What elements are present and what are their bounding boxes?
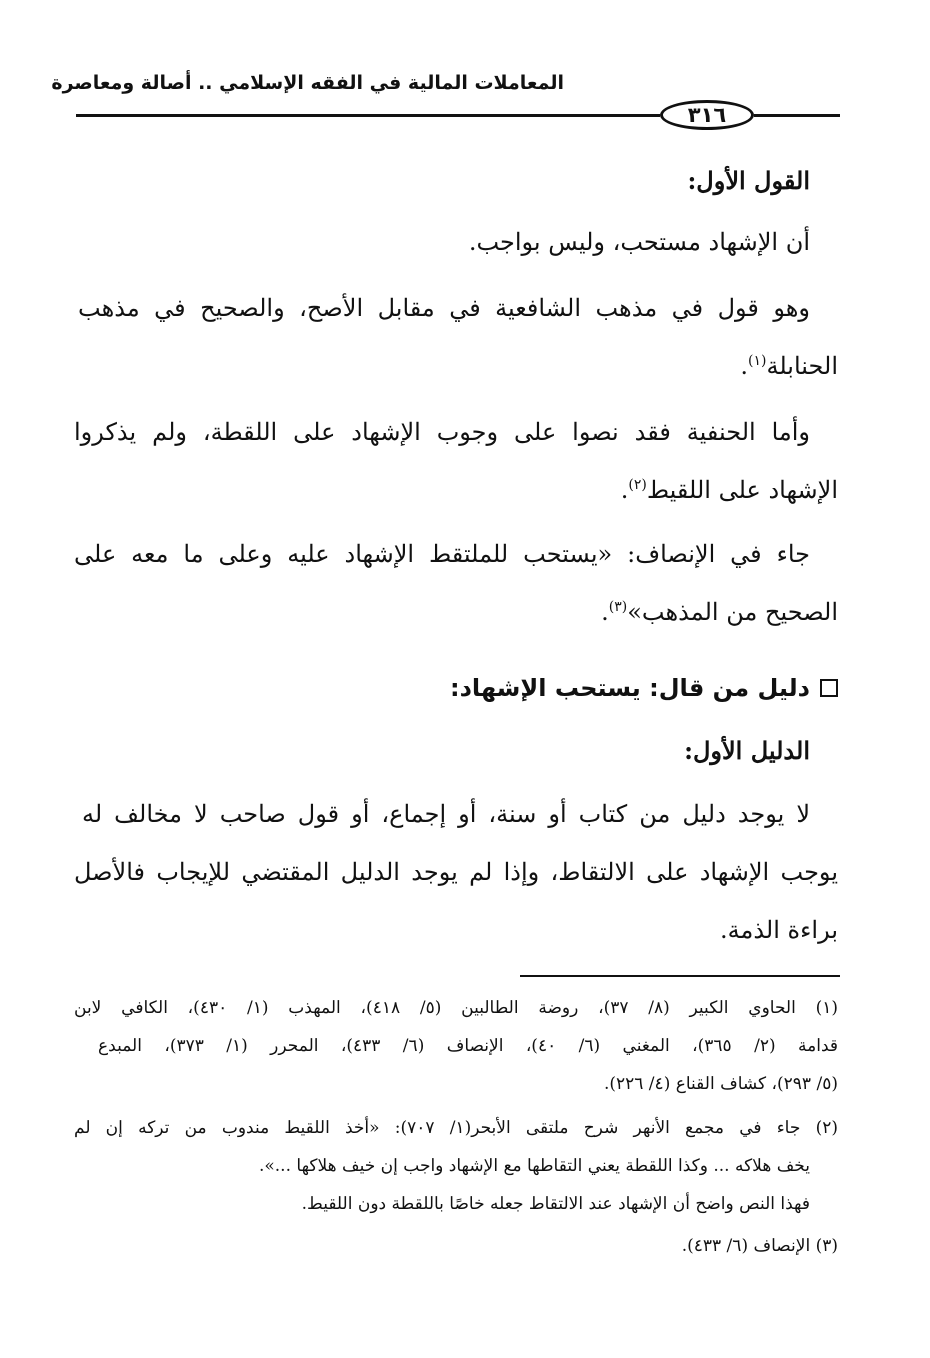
opinion-heading: القول الأول: bbox=[687, 166, 810, 195]
paragraph-text: براءة الذمة. bbox=[719, 916, 838, 944]
paragraph-text bbox=[621, 476, 838, 504]
paragraph-text: . bbox=[620, 476, 629, 504]
paragraph-text: . bbox=[740, 352, 748, 380]
footnote-2: فهذا النص واضح أن الإشهاد عند الالتقاط جعله خاصًا باللقطة دون اللقيط. bbox=[301, 1194, 810, 1214]
footnote-ref: (٣) bbox=[608, 599, 628, 615]
paragraph-text: لا يوجد دليل من كتاب أو سنة، أو إجماع، أو قول صاحب لا مخالف له bbox=[82, 800, 811, 828]
evidence-heading: الدليل الأول: bbox=[684, 736, 810, 765]
section-heading-text: دليل من قال: يستحب الإشهاد: bbox=[450, 674, 810, 702]
footnote-2: (٢) جاء في مجمع الأنهر شرح ملتقى الأبحر(١/ ٧٠٧): «أخذ اللقيط مندوب من تركه إن لم bbox=[74, 1118, 838, 1138]
paragraph-text: الحنابلة bbox=[766, 352, 838, 380]
page-number: ٣١٦ bbox=[660, 100, 754, 130]
paragraph-text: أن الإشهاد مستحب، وليس بواجب. bbox=[468, 228, 810, 256]
footnote-separator bbox=[520, 975, 840, 977]
paragraph-text bbox=[601, 598, 838, 626]
paragraph-text: الصحيح من المذهب» bbox=[627, 598, 838, 626]
footnote-1: (٥/ ٢٩٣)، كشاف القناع (٤/ ٢٢٦). bbox=[603, 1074, 838, 1094]
paragraph-text: يوجب الإشهاد على الالتقاط، وإذا لم يوجد الدليل المقتضي للإيجاب فالأصل bbox=[74, 858, 838, 886]
section-heading bbox=[450, 674, 838, 702]
paragraph-text bbox=[740, 352, 838, 380]
footnote-3: (٣) الإنصاف (٦/ ٤٣٣). bbox=[681, 1236, 838, 1256]
footnote-ref: (١) bbox=[748, 353, 767, 369]
running-header-title: المعاملات المالية في الفقه الإسلامي .. أصالة ومعاصرة bbox=[51, 72, 564, 94]
paragraph-text: الإشهاد على اللقيط bbox=[646, 476, 838, 504]
footnote-2: يخف هلاكه ... وكذا اللقطة يعني التقاطها مع الإشهاد واجب إن خيف هلاكها ...». bbox=[258, 1156, 810, 1176]
paragraph-text: وهو قول في مذهب الشافعية في مقابل الأصح، والصحيح في مذهب bbox=[78, 294, 810, 322]
footnote-ref: (٢) bbox=[628, 477, 647, 493]
header-rule bbox=[76, 114, 660, 117]
header-rule bbox=[754, 114, 840, 117]
square-bullet-icon bbox=[820, 679, 838, 697]
footnote-1: قدامة (٢/ ٣٦٥)، المغني (٦/ ٤٠)، الإنصاف (٦/ ٤٣٣)، المحرر (١/ ٣٧٣)، المبدع bbox=[98, 1036, 839, 1056]
paragraph-text: وأما الحنفية فقد نصوا على وجوب الإشهاد على اللقطة، ولم يذكروا bbox=[74, 418, 810, 446]
paragraph-text: جاء في الإنصاف: «يستحب للملتقط الإشهاد عليه وعلى ما معه على bbox=[74, 540, 811, 568]
paragraph-text: . bbox=[601, 598, 609, 626]
footnote-1: (١) الحاوي الكبير (٨/ ٣٧)، روضة الطالبين (٥/ ٤١٨)، المهذب (١/ ٤٣٠)، الكافي لابن bbox=[74, 998, 839, 1018]
